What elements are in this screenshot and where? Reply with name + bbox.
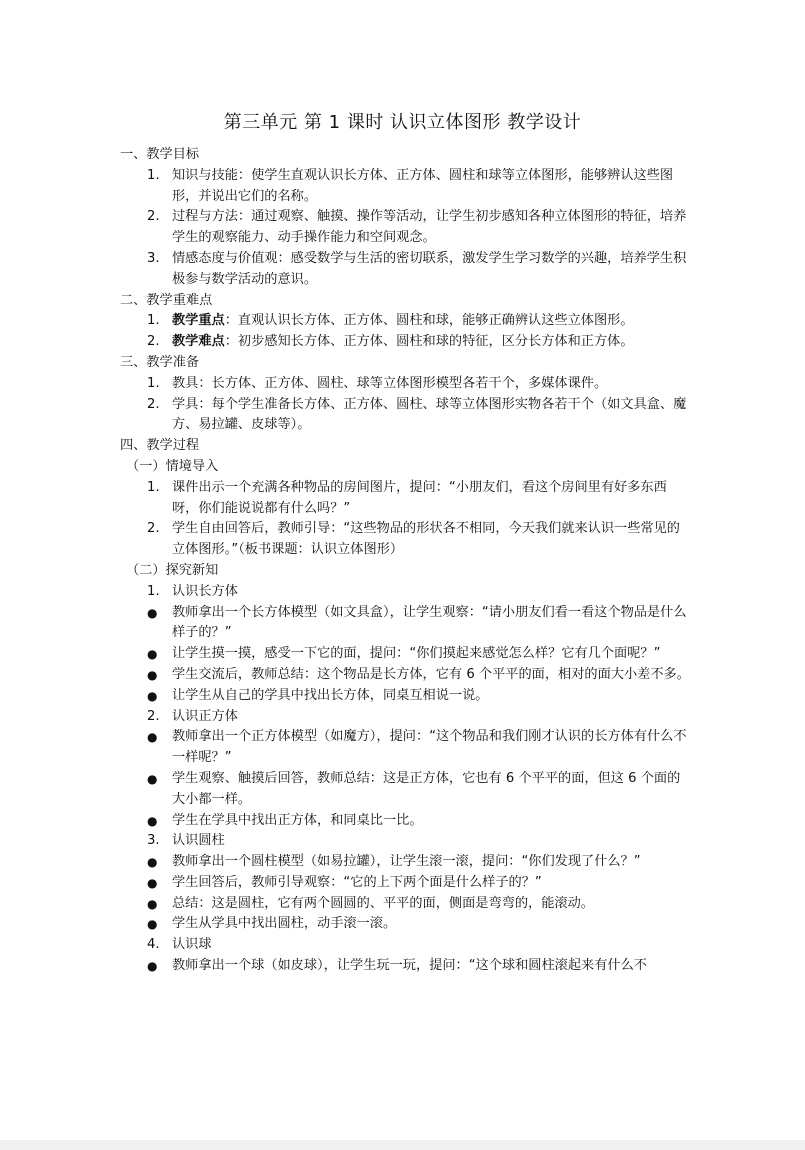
bullet-icon: ●	[147, 896, 158, 911]
bullet-item: ● 学生交流后，教师总结：这个物品是长方体，它有 6 个平平的面，相对的面大小差不多。	[120, 665, 690, 686]
bullet-item: ● 学生从学具中找出圆柱，动手滚一滚。	[120, 914, 690, 935]
subsection-heading-intro: （一）情境导入	[126, 458, 219, 474]
document-body	[120, 145, 690, 977]
list-item: 1. 知识与技能：使学生直观认识长方体、正方体、圆柱和球等立体图形，能够辨认这些图形，并说出它们的名称。	[147, 167, 674, 204]
group-heading: 3. 认识圆柱	[147, 833, 225, 849]
bullet-item: ● 学生在学具中找出正方体，和同桌比一比。	[120, 811, 690, 832]
bullet-item: ● 教师拿出一个长方体模型（如文具盒），让学生观察：“请小朋友们看一看这个物品是什么样子的？”	[147, 604, 687, 641]
bullet-item: ● 学生观察、触摸后回答，教师总结：这是正方体，它也有 6 个平平的面，但这 6 个面的大小都一样。	[147, 770, 681, 807]
bullet-item: ● 学生回答后，教师引导观察：“它的上下两个面是什么样子的？”	[120, 873, 690, 894]
bullet-item: ● 总结：这是圆柱，它有两个圆圆的、平平的面，侧面是弯弯的，能滚动。	[120, 894, 690, 915]
list-item: 3. 情感态度与价值观：感受数学与生活的密切联系，激发学生学习数学的兴趣，培养学生积极参与数学活动的意识。	[147, 250, 687, 287]
bullet-icon: ●	[147, 813, 158, 828]
bullet-item: ● 教师拿出一个正方体模型（如魔方），提问：“这个物品和我们刚才认识的长方体有什么不一样呢？”	[147, 729, 687, 766]
bullet-item: ● 让学生从自己的学具中找出长方体，同桌互相说一说。	[120, 686, 690, 707]
bullet-item: ● 让学生摸一摸，感受一下它的面，提问：“你们摸起来感觉怎么样？它有几个面呢？”	[120, 644, 690, 665]
bullet-icon: ●	[147, 959, 158, 974]
bullet-icon: ●	[147, 647, 158, 662]
bullet-item: ● 教师拿出一个球（如皮球），让学生玩一玩，提问：“这个球和圆柱滚起来有什么不	[120, 956, 690, 977]
bullet-icon: ●	[147, 875, 158, 890]
list-item: 2. 过程与方法：通过观察、触摸、操作等活动，让学生初步感知各种立体图形的特征，培养学生的观察能力、动手操作能力和空间观念。	[147, 209, 687, 246]
bullet-icon: ●	[147, 771, 158, 786]
section-heading-process: 四、教学过程	[120, 438, 200, 454]
bullet-icon: ●	[147, 688, 158, 703]
document-title: 第三单元 第 1 课时 认识立体图形 教学设计	[223, 112, 582, 133]
list-item: 2. 学生自由回答后，教师引导：“这些物品的形状各不相同，今天我们就来认识一些常见的立体图形。”（板书课题：认识立体图形）	[147, 521, 680, 558]
bullet-icon: ●	[147, 667, 158, 682]
section-heading-key-points: 二、教学重难点	[120, 292, 213, 308]
bullet-icon: ●	[147, 855, 158, 870]
section-heading-objectives: 一、教学目标	[120, 147, 200, 162]
bullet-icon: ●	[147, 605, 158, 620]
list-item: 1. 课件出示一个充满各种物品的房间图片，提问：“小朋友们，看这个房间里有好多东西呀，你们能说说都有什么吗？”	[147, 479, 667, 516]
list-item: 2. 学具：每个学生准备长方体、正方体、圆柱、球等立体图形实物各若干个（如文具盒、魔方、易拉罐、皮球等）。	[147, 396, 687, 433]
list-item: 1. 教具：长方体、正方体、圆柱、球等立体图形模型各若干个，多媒体课件。	[147, 375, 608, 391]
group-heading: 2. 认识正方体	[147, 708, 238, 724]
list-item: 2. 教学难点：初步感知长方体、正方体、圆柱和球的特征，区分长方体和正方体。	[147, 334, 634, 350]
group-heading: 4. 认识球	[147, 937, 212, 953]
list-item: 1. 教学重点：直观认识长方体、正方体、圆柱和球，能够正确辨认这些立体图形。	[147, 313, 634, 329]
bullet-item: ● 教师拿出一个圆柱模型（如易拉罐），让学生滚一滚，提问：“你们发现了什么？”	[120, 852, 690, 873]
bullet-icon: ●	[147, 917, 158, 932]
group-heading: 1. 认识长方体	[147, 583, 238, 599]
bullet-icon: ●	[147, 730, 158, 745]
section-heading-preparation: 三、教学准备	[120, 354, 200, 370]
subsection-heading-explore: （二）探究新知	[126, 562, 219, 578]
